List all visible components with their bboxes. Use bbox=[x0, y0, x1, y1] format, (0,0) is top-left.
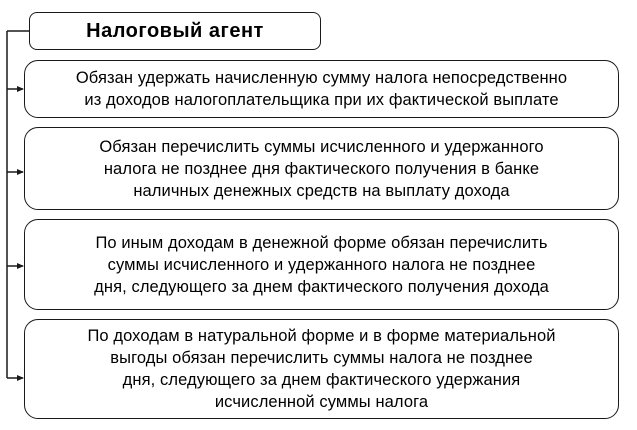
diagram-title: Налоговый агент bbox=[86, 19, 264, 42]
text-line: Обязан перечислить суммы исчисленного и удержанного bbox=[99, 137, 544, 156]
text-line: налога не позднее дня фактического получения в банке bbox=[103, 159, 540, 178]
text-line: суммы исчисленного и удержанного налога не позднее bbox=[107, 255, 536, 274]
text-line: Обязан удержать начисленную сумму налога непосредственно bbox=[75, 69, 568, 87]
text-line: По иным доходам в денежной форме обязан перечислить bbox=[95, 233, 548, 252]
duty-box-transfer-other-money bbox=[24, 219, 619, 310]
text-line: наличных денежных средств на выплату дохода bbox=[133, 181, 510, 200]
text-line: исчисленной суммы налога bbox=[214, 393, 429, 411]
text-line: дня, следующего за днем фактического получения дохода bbox=[94, 277, 549, 296]
duty-text bbox=[94, 232, 549, 298]
text-line: дня, следующего за днем фактического удержания bbox=[122, 371, 521, 389]
text-line: из доходов налогоплательщика при их фактической выплате bbox=[84, 91, 559, 109]
duty-box-transfer-cash bbox=[24, 127, 619, 210]
text-line: По доходам в натуральной форме и в форме материальной bbox=[87, 327, 556, 345]
text-line: выгоды обязан перечислить суммы налога не позднее bbox=[110, 349, 533, 367]
duty-text bbox=[76, 67, 567, 111]
title-box bbox=[29, 12, 321, 50]
duty-box-transfer-in-kind bbox=[24, 319, 619, 419]
duty-text bbox=[99, 136, 543, 202]
duty-text bbox=[87, 325, 555, 413]
duty-box-withhold bbox=[24, 60, 619, 118]
